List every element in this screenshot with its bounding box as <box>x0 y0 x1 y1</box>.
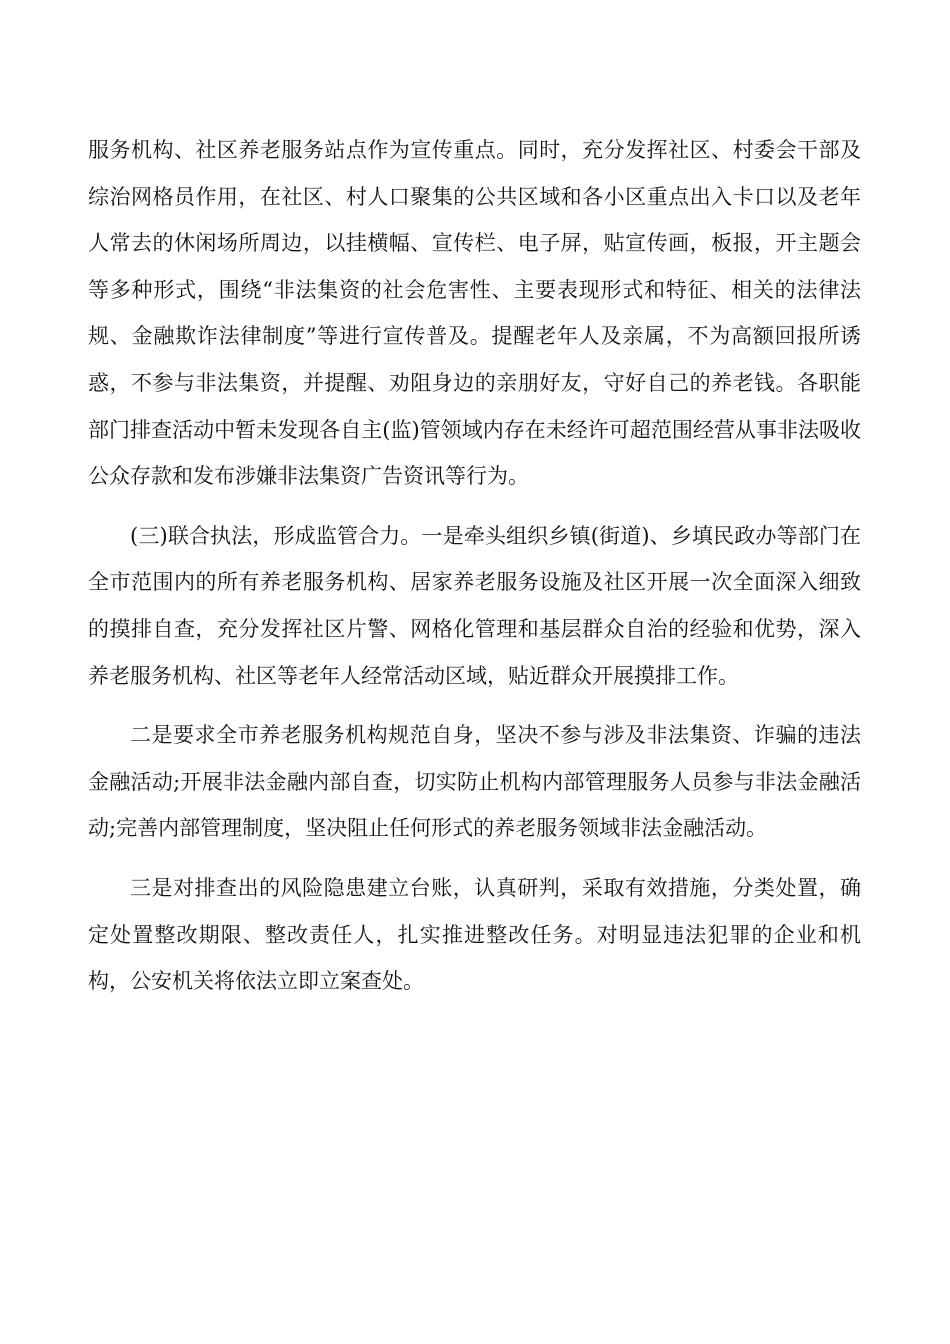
paragraph-risk-handling: 三是对排查出的风险隐患建立台账，认真研判，采取有效措施，分类处置，确定处置整改期限、整改责任人，扎实推进整改任务。对明显违法犯罪的企业和机构，公安机关将依法立即立案查处。 <box>88 875 861 994</box>
paragraph-continuation: 服务机构、社区养老服务站点作为宣传重点。同时，充分发挥社区、村委会干部及综治网格员作用，在社区、村人口聚集的公共区域和各小区重点出入卡口以及老年人常去的休闲场所周边，以挂横幅、宣传栏、电子屏，贴宣传画，板报，开主题会等多种形式，围绕“非法集资的社会危害性、主要表现形式和特征、相关的法律法规、金融欺诈法律制度”等进行宣传普及。提醒老年人及亲属，不为高额回报所诱惑，不参与非法集资，并提醒、劝阻身边的亲朋好友，守好自己的养老钱。各职能部门排查活动中暂未发现各自主(监)管领域内存在未经许可超范围经营从事非法吸收公众存款和发布涉嫌非法集资广告资讯等行为。 <box>88 138 861 489</box>
document-body <box>88 127 861 1018</box>
paragraph-self-regulation: 二是要求全市养老服务机构规范自身，坚决不参与涉及非法集资、诈骗的违法金融活动;开展非法金融内部自查，切实防止机构内部管理服务人员参与非法金融活动;完善内部管理制度，坚决阻止任何形式的养老服务领域非法金融活动。 <box>88 723 861 841</box>
paragraph-joint-enforcement: (三)联合执法，形成监管合力。一是牵头组织乡镇(街道)、乡填民政办等部门在全市范围内的所有养老服务机构、居家养老服务设施及社区开展一次全面深入细致的摸排自查，充分发挥社区片警、网格化管理和基层群众自治的经验和优势，深入养老服务机构、社区等老年人经常活动区域，贴近群众开展摸排工作。 <box>88 523 861 688</box>
